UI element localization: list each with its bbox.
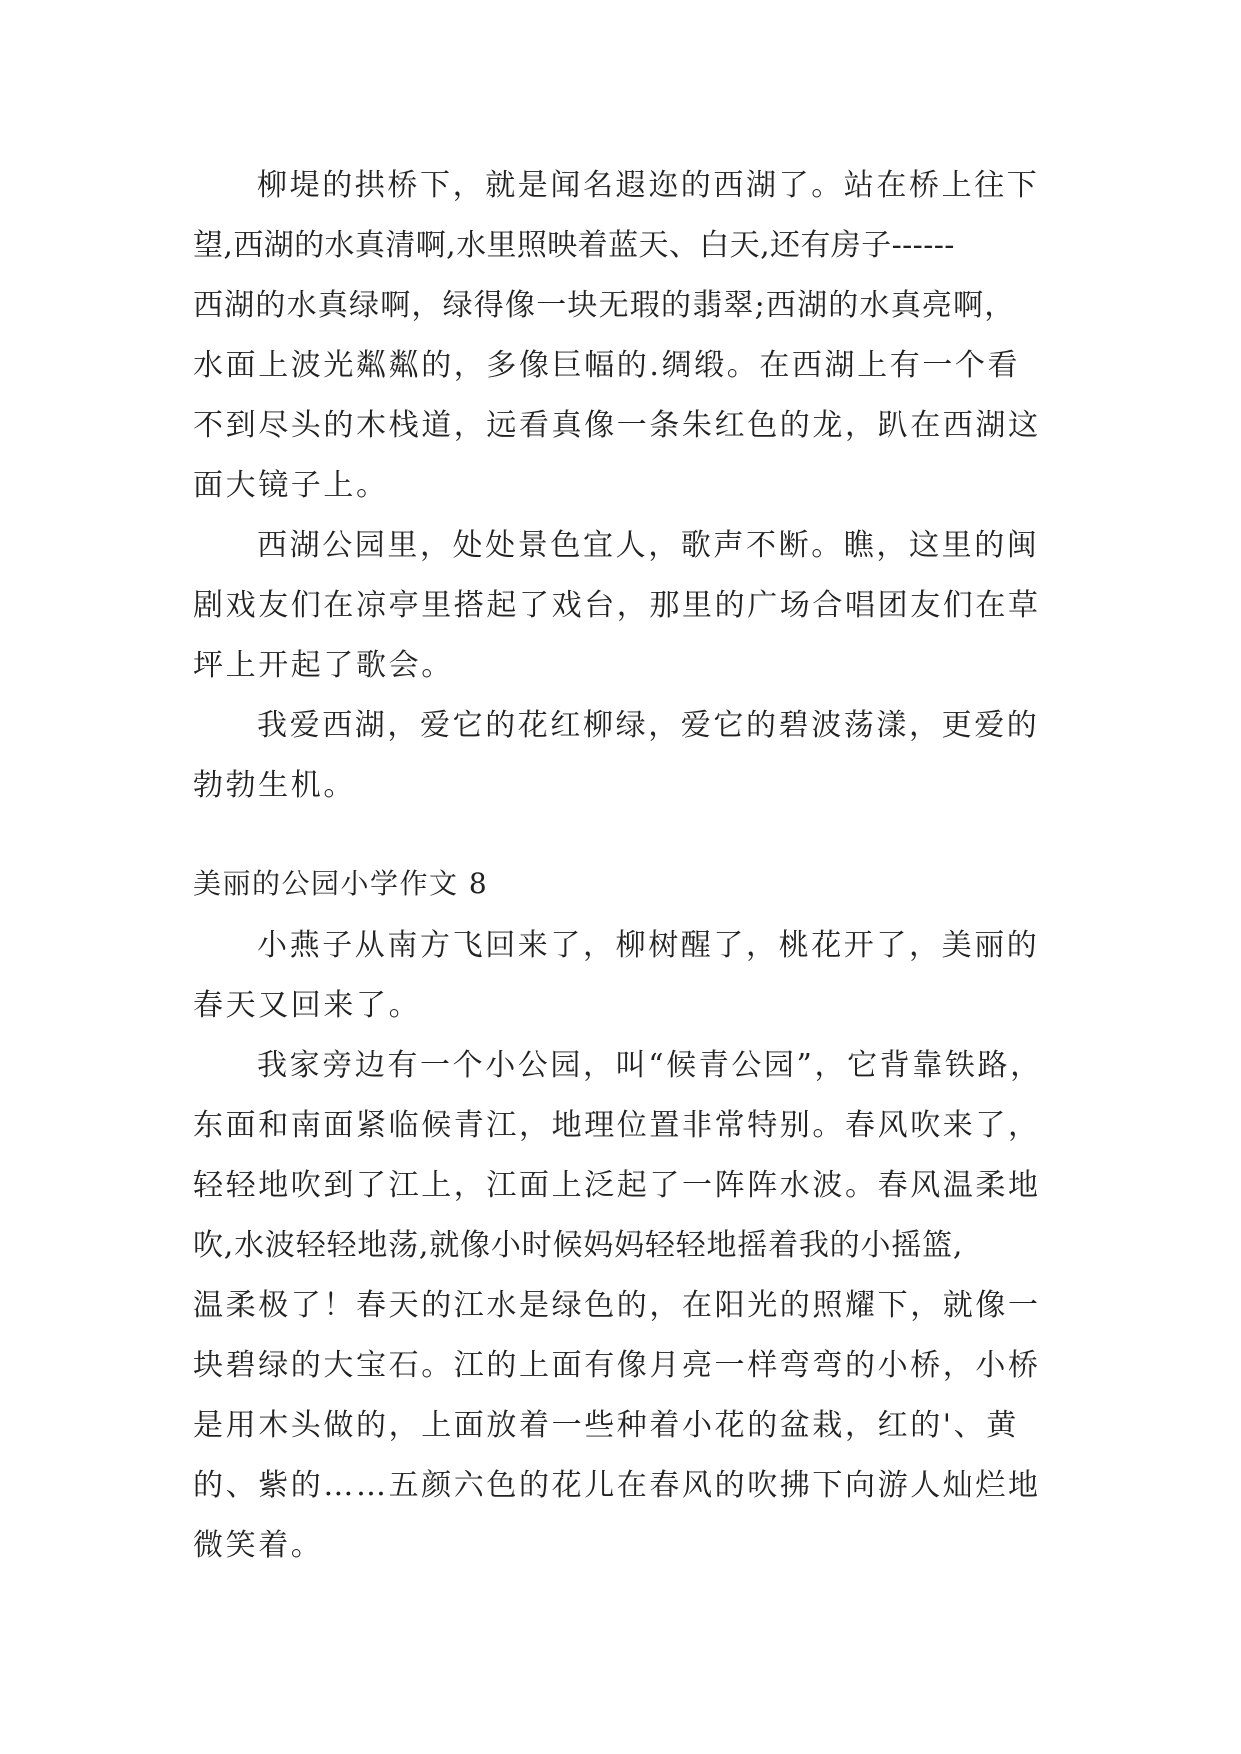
text-line: 是用木头做的，上面放着一些种着小花的盆栽，红的'、黄 — [193, 1408, 1019, 1443]
text-line: 西湖公园里，处处景色宜人，歌声不断。瞧，这里的闽 — [257, 528, 1040, 563]
text-line: 的、紫的……五颜六色的花儿在春风的吹拂下向游人灿烂地 — [193, 1468, 1041, 1503]
paragraph-west-lake-bridge — [193, 156, 1073, 516]
text-line: 春天又回来了。 — [193, 988, 422, 1023]
text-line: 轻轻地吹到了江上，江面上泛起了一阵阵水波。春风温柔地 — [193, 1168, 1041, 1203]
text-line: 微笑着。 — [193, 1528, 324, 1563]
text-line: 望,西湖的水真清啊,水里照映着蓝天、白天,还有房子------ — [193, 228, 955, 263]
text-line: 柳堤的拱桥下，就是闻名遐迩的西湖了。站在桥上往下 — [257, 168, 1040, 203]
text-line: 小燕子从南方飞回来了，柳树醒了，桃花开了，美丽的 — [257, 928, 1040, 963]
text-line: 吹,水波轻轻地荡,就像小时候妈妈轻轻地摇着我的小摇篮, — [193, 1228, 964, 1263]
text-line: 我爱西湖，爱它的花红柳绿，爱它的碧波荡漾，更爱的 — [257, 708, 1040, 743]
paragraph-west-lake-park — [193, 516, 1073, 696]
text-line: 面大镜子上。 — [193, 468, 389, 503]
text-line: 温柔极了！春天的江水是绿色的，在阳光的照耀下，就像一 — [193, 1288, 1041, 1323]
text-line: 坪上开起了歌会。 — [193, 648, 454, 683]
text-line: 勃勃生机。 — [193, 768, 356, 803]
paragraph-love-west-lake — [193, 696, 1073, 816]
paragraph-spring-returns — [193, 916, 1073, 1036]
text-line: 西湖的水真绿啊，绿得像一块无瑕的翡翠;西湖的水真亮啊， — [193, 288, 1016, 323]
text-line: 水面上波光粼粼的，多像巨幅的.绸缎。在西湖上有一个看 — [193, 348, 1021, 383]
essay-heading: 美丽的公园小学作文 8 — [193, 867, 489, 900]
text-line: 我家旁边有一个小公园，叫“候青公园”，它背靠铁路， — [257, 1048, 1043, 1083]
text-line: 块碧绿的大宝石。江的上面有像月亮一样弯弯的小桥，小桥 — [193, 1348, 1041, 1383]
text-line: 不到尽头的木栈道，远看真像一条朱红色的龙，趴在西湖这 — [193, 408, 1041, 443]
text-line: 东面和南面紧临候青江，地理位置非常特别。春风吹来了， — [193, 1108, 1041, 1143]
text-line: 剧戏友们在凉亭里搭起了戏台，那里的广场合唱团友们在草 — [193, 588, 1041, 623]
paragraph-houqing-park — [193, 1036, 1073, 1576]
